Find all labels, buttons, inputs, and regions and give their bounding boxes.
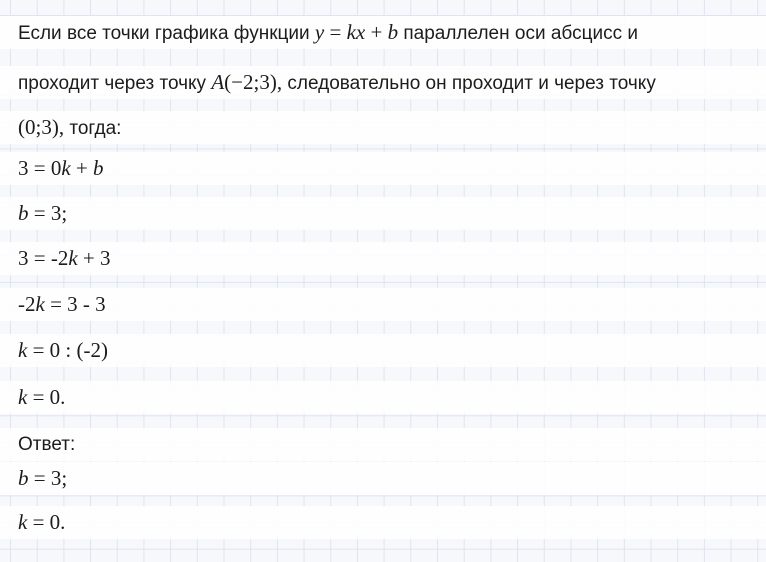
math-segment: + 3: [77, 246, 111, 270]
math-segment: k: [68, 246, 78, 270]
math-segment: 3 = -2: [18, 246, 69, 270]
math-segment: -2: [18, 292, 36, 316]
math-segment: k: [35, 292, 45, 316]
math-segment: = 0.: [27, 510, 66, 534]
math-segment: k: [61, 156, 71, 180]
equation-divide: [0, 334, 766, 367]
math-segment: = 3 - 3: [44, 292, 106, 316]
equation-substitute-point-a: [0, 242, 766, 275]
math-segment: k: [18, 510, 28, 534]
answer-label: [0, 428, 766, 461]
math-segment: = 0.: [27, 385, 66, 409]
answer-b: [0, 462, 766, 495]
math-segment: (−2;3),: [224, 70, 283, 94]
math-segment: +: [365, 20, 388, 44]
math-segment: = 3;: [28, 466, 68, 490]
equation-b-result: [0, 197, 766, 230]
math-segment: = 0 : (-2): [27, 338, 108, 362]
math-segment: b: [93, 156, 104, 180]
math-segment: b: [18, 466, 29, 490]
math-segment: 3 = 0: [18, 156, 62, 180]
text-segment: Если все точки графика функции: [18, 23, 315, 44]
answer-k: [0, 506, 766, 539]
math-segment: +: [70, 156, 94, 180]
text-segment: тогда:: [64, 118, 122, 139]
math-segment: kx: [346, 20, 366, 44]
math-segment: =: [324, 20, 347, 44]
math-segment: b: [18, 201, 29, 225]
text-segment: следовательно он проходит и через точку: [282, 73, 656, 94]
problem-statement-line-2: [0, 66, 766, 99]
problem-statement-line-1: [0, 16, 766, 49]
math-segment: k: [18, 338, 28, 362]
math-segment: (0;3),: [18, 115, 65, 139]
text-segment: Ответ:: [18, 434, 76, 455]
text-segment: проходит через точку: [18, 73, 212, 94]
equation-isolate-k: [0, 288, 766, 321]
math-segment: A: [211, 70, 225, 94]
math-segment: y: [314, 20, 325, 44]
equation-k-result: [0, 381, 766, 414]
math-segment: k: [18, 385, 28, 409]
text-segment: параллелен оси абсцисс и: [398, 23, 638, 44]
math-segment: b: [387, 20, 399, 44]
math-segment: = 3;: [28, 201, 68, 225]
equation-substitute-x0: [0, 152, 766, 185]
problem-statement-line-3: [0, 111, 766, 144]
